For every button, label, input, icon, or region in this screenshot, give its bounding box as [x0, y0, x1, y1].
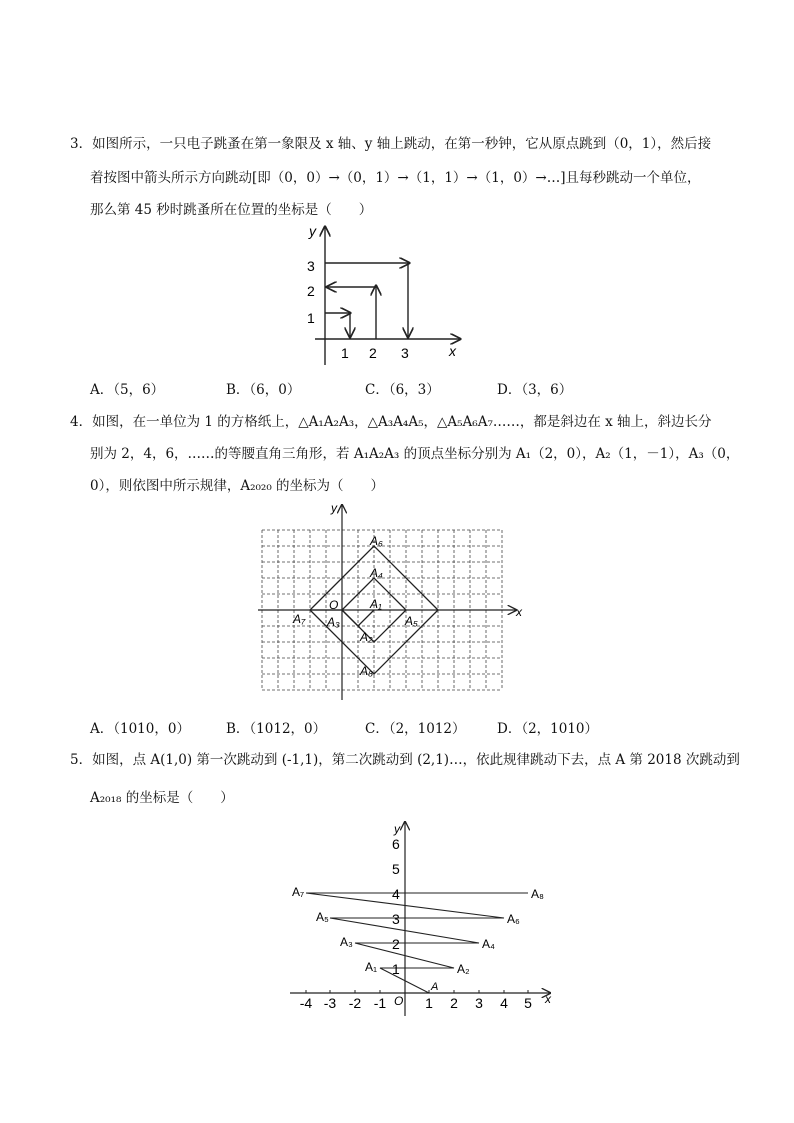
q4-y-label: y	[331, 501, 337, 515]
q5-ytick: 6	[392, 836, 400, 852]
q5-label-a6: A₆	[507, 912, 520, 926]
q5-y-label: y	[394, 822, 400, 836]
q5-label-a1: A₁	[365, 960, 378, 974]
q5-label-a2: A₂	[457, 962, 470, 976]
q5-label-a5: A₅	[316, 910, 329, 924]
q5-ytick: 2	[392, 936, 400, 952]
q4-line1: 4．如图，在一单位为 1 的方格纸上，△A₁A₂A₃，△A₃A₄A₅，△A₅A₆A₇……，都是斜边在 x 轴上，斜边长分	[70, 414, 712, 430]
q5-ytick: 1	[392, 961, 400, 977]
q5-label-a8: A₈	[531, 887, 544, 901]
q5-xtick: -3	[323, 995, 337, 1011]
q5-xtick: -2	[348, 995, 362, 1011]
q3-option-b[interactable]: B．（6，0）	[226, 382, 301, 398]
q4-label-a1: A₁	[370, 597, 382, 611]
q5-label-a7: A₇	[292, 885, 305, 899]
q3-x-label: x	[449, 343, 456, 359]
q4-label-a5: A₅	[405, 614, 418, 628]
q4-label-a8: A₈	[360, 664, 374, 678]
q5-ytick: 3	[392, 911, 400, 927]
q5-xtick: -1	[373, 995, 387, 1011]
q3-xtick: 1	[341, 345, 349, 361]
q5-ytick: 5	[392, 861, 400, 877]
q3-line3: 那么第 45 秒时跳蚤所在位置的坐标是（ ）	[90, 202, 373, 218]
q4-x-label: x	[516, 605, 522, 619]
q3-line2: 着按图中箭头所示方向跳动[即（0，0）→（0，1）→（1，1）→（1，0）→…]且每秒跳动一个单位，	[90, 170, 701, 186]
q4-label-a4: A₄	[370, 566, 383, 580]
q4-figure	[255, 500, 530, 705]
q3-option-d[interactable]: D．（3，6）	[497, 382, 573, 398]
q5-point-a-label: A	[431, 981, 439, 993]
q4-origin-label: O	[329, 598, 339, 612]
q4-option-d[interactable]: D．（2，1010）	[497, 721, 599, 737]
q4-label-a2: A₂	[360, 630, 373, 644]
q4-line2: 别为 2，4，6，……的等腰直角三角形，若 A₁A₂A₃ 的顶点坐标分别为 A₁（2，0），A₂（1，－1），A₃（0，	[90, 446, 740, 462]
q5-xtick: 2	[450, 995, 458, 1011]
q3-option-a[interactable]: A．（5，6）	[90, 382, 165, 398]
q5-xtick: 5	[524, 995, 532, 1011]
q4-option-b[interactable]: B．（1012，0）	[226, 721, 327, 737]
q5-origin-label: O	[394, 994, 404, 1008]
q3-ytick: 3	[307, 258, 315, 274]
q3-xtick: 2	[369, 345, 377, 361]
q5-line2: A₂₀₁₈ 的坐标是（ ）	[90, 790, 234, 806]
q4-line3: 0），则依图中所示规律，A₂₀₂₀ 的坐标为（ ）	[90, 478, 385, 494]
q4-option-c[interactable]: C．（2，1012）	[365, 721, 466, 737]
q5-label-a4: A₄	[482, 937, 495, 951]
q4-label-a3: A₃	[327, 615, 340, 629]
q3-line1: 3．如图所示，一只电子跳蚤在第一象限及 x 轴、y 轴上跳动，在第一秒钟，它从原点跳到（0，1），然后接	[70, 136, 712, 152]
q5-figure	[285, 818, 560, 1018]
q5-xtick: 3	[475, 995, 483, 1011]
q3-ytick: 1	[307, 310, 315, 326]
q5-x-label: x	[545, 992, 551, 1006]
q4-label-a7: A₇	[293, 612, 306, 626]
q5-xtick: -4	[299, 995, 313, 1011]
q4-label-a6: A₆	[370, 534, 383, 548]
q3-ytick: 2	[307, 283, 315, 299]
q3-figure	[300, 220, 470, 370]
q3-xtick: 3	[401, 345, 409, 361]
q5-label-a3: A₃	[340, 935, 353, 949]
q3-option-c[interactable]: C．（6，3）	[365, 382, 440, 398]
q5-line1: 5．如图，点 A(1,0) 第一次跳动到 (-1,1)，第二次跳动到 (2,1)…，依此规律跳动下去，点 A 第 2018 次跳动到	[70, 752, 740, 768]
q4-option-a[interactable]: A．（1010，0）	[90, 721, 190, 737]
q5-xtick: 1	[425, 995, 433, 1011]
q5-xtick: 4	[500, 995, 508, 1011]
q5-ytick: 4	[392, 886, 400, 902]
q3-y-label: y	[309, 223, 316, 239]
